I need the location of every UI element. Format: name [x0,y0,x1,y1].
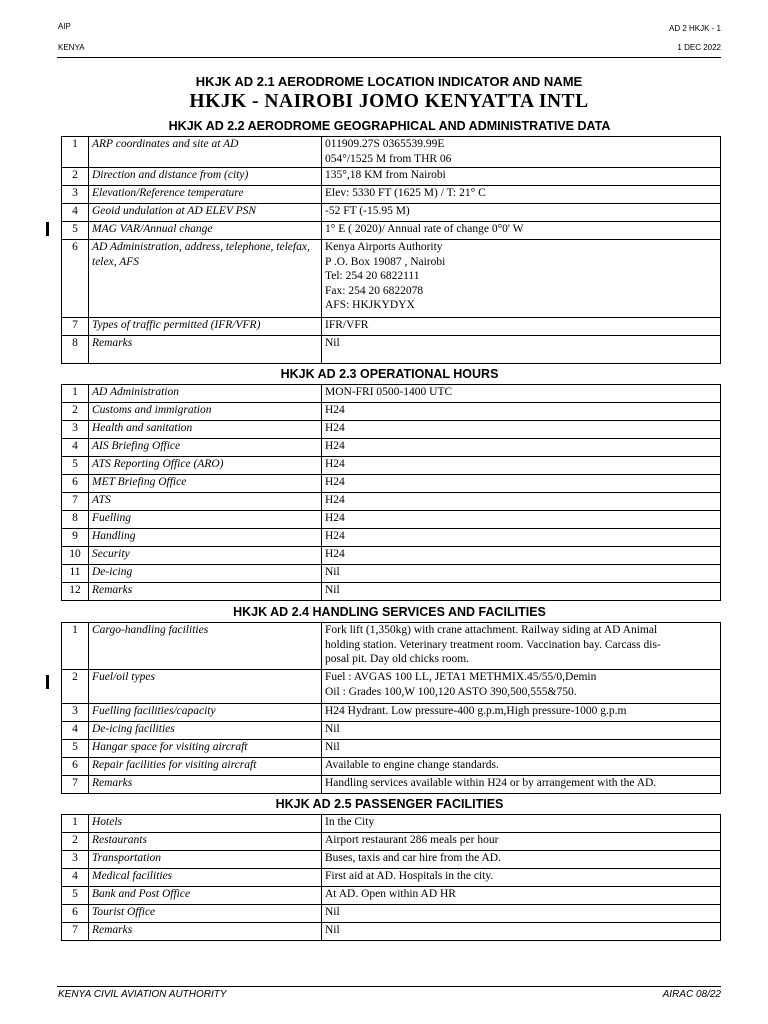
row-item: Hangar space for visiting aircraft [89,740,322,758]
table-row [62,222,721,240]
value-line: At AD. Open within AD HR [325,888,456,900]
section-heading-ad-2-4: HKJK AD 2.4 HANDLING SERVICES AND FACILITIES [233,605,546,619]
table-row [62,318,721,336]
table-row [62,704,721,722]
row-number: 1 [62,623,89,670]
value-line: H24 [325,476,345,488]
row-item: ATS [89,493,322,511]
row-number: 3 [62,851,89,869]
row-item: MAG VAR/Annual change [89,222,322,240]
value-line: holding station. Veterinary treatment room. Vaccination bay. Carcass dis- [325,638,661,651]
row-number: 8 [62,511,89,529]
row-number: 2 [62,168,89,186]
row-value [322,905,721,923]
value-line: Airport restaurant 286 meals per hour [325,834,499,846]
row-item: Transportation [89,851,322,869]
table-row [62,240,721,318]
row-item: Direction and distance from (city) [89,168,322,186]
row-number: 3 [62,704,89,722]
row-item: Customs and immigration [89,403,322,421]
change-bar [46,222,49,236]
row-item: De-icing [89,565,322,583]
row-value [322,421,721,439]
value-line: Nil [325,906,340,918]
value-line: Fax: 254 20 6822078 [325,284,424,297]
row-number: 3 [62,186,89,204]
aerodrome-name: HKJK - NAIROBI JOMO KENYATTA INTL [189,91,589,112]
row-number: 4 [62,204,89,222]
value-line: Handling services available within H24 or by arrangement with the AD. [325,777,657,789]
table-row [62,565,721,583]
row-number: 7 [62,493,89,511]
row-value [322,670,721,704]
value-line: Fork lift (1,350kg) with crane attachment. Railway siding at AD Animal [325,624,658,636]
row-number: 11 [62,565,89,583]
value-line: H24 [325,494,345,506]
row-value [322,740,721,758]
table-row [62,204,721,222]
row-item: AD Administration, address, telephone, telefax, telex, AFS [89,240,322,318]
value-line: Tel: 254 20 6822111 [325,270,420,282]
value-line: 1° E ( 2020)/ Annual rate of change 0°0' W [325,223,524,235]
row-value [322,336,721,364]
row-value [322,923,721,941]
table-row [62,493,721,511]
value-line: IFR/VFR [325,319,369,331]
row-number: 10 [62,547,89,565]
row-value [322,385,721,403]
header-date: 1 DEC 2022 [677,43,721,52]
table-row [62,758,721,776]
value-line: Nil [325,924,340,936]
row-value [322,457,721,475]
row-item: Types of traffic permitted (IFR/VFR) [89,318,322,336]
value-line: Available to engine change standards. [325,759,499,771]
row-number: 5 [62,740,89,758]
row-value [322,439,721,457]
row-number: 7 [62,776,89,794]
value-line: Buses, taxis and car hire from the AD. [325,852,501,864]
table-row [62,529,721,547]
value-line: H24 [325,458,345,470]
value-line: -52 FT (-15.95 M) [325,205,410,217]
header-aip: AIP [58,22,71,31]
table-row [62,583,721,601]
row-value [322,583,721,601]
table-row [62,740,721,758]
row-value [322,240,721,318]
row-item: Fuel/oil types [89,670,322,704]
row-number: 5 [62,457,89,475]
row-number: 5 [62,887,89,905]
value-line: Elev: 5330 FT (1625 M) / T: 21° C [325,187,486,199]
row-item: Fuelling facilities/capacity [89,704,322,722]
row-number: 7 [62,923,89,941]
row-value [322,869,721,887]
row-item: De-icing facilities [89,722,322,740]
header-page-ref: AD 2 HKJK - 1 [668,24,721,33]
value-line: Kenya Airports Authority [325,241,443,253]
row-item: ARP coordinates and site at AD [89,137,322,168]
section-heading-ad-2-3: HKJK AD 2.3 OPERATIONAL HOURS [280,367,499,381]
table-row [62,186,721,204]
row-value [322,403,721,421]
row-number: 1 [62,815,89,833]
value-line: posal pit. Day old chicks room. [325,653,470,665]
row-item: MET Briefing Office [89,475,322,493]
row-number: 7 [62,318,89,336]
table-row [62,385,721,403]
row-value [322,547,721,565]
row-item: Hotels [89,815,322,833]
row-number: 5 [62,222,89,240]
value-line: AFS: HKJKYDYX [325,299,415,311]
row-value [322,776,721,794]
row-item: Geoid undulation at AD ELEV PSN [89,204,322,222]
value-line: Fuel : AVGAS 100 LL, JETA1 METHMIX.45/55/0,Demin [325,671,597,683]
value-line: First aid at AD. Hospitals in the city. [325,870,494,882]
row-value [322,758,721,776]
row-item: Remarks [89,776,322,794]
change-bar [46,675,49,689]
table-row [62,905,721,923]
row-value [322,704,721,722]
row-item: AIS Briefing Office [89,439,322,457]
table-row [62,851,721,869]
row-number: 3 [62,421,89,439]
row-item: Remarks [89,923,322,941]
row-number: 8 [62,336,89,364]
row-item: Remarks [89,336,322,364]
row-item: Security [89,547,322,565]
value-line: Oil : Grades 100,W 100,120 ASTO 390,500,555&750. [325,685,577,698]
table-row [62,475,721,493]
table-row [62,336,721,364]
row-number: 1 [62,385,89,403]
row-value [322,851,721,869]
row-item: Medical facilities [89,869,322,887]
row-number: 4 [62,439,89,457]
row-number: 12 [62,583,89,601]
value-line: H24 [325,530,345,542]
table-row [62,457,721,475]
value-line: H24 [325,440,345,452]
row-value [322,318,721,336]
value-line: H24 [325,512,345,524]
header-rule [57,57,721,58]
row-value [322,565,721,583]
row-value [322,168,721,186]
footer-airac: AIRAC 08/22 [662,989,721,1000]
row-item: Elevation/Reference temperature [89,186,322,204]
row-number: 6 [62,475,89,493]
handling-services-table [61,622,721,794]
row-value [322,204,721,222]
table-row [62,439,721,457]
row-value [322,511,721,529]
row-item: ATS Reporting Office (ARO) [89,457,322,475]
row-number: 1 [62,137,89,168]
value-line: MON-FRI 0500-1400 UTC [325,386,453,398]
row-value [322,815,721,833]
row-number: 6 [62,905,89,923]
row-number: 6 [62,758,89,776]
row-item: Fuelling [89,511,322,529]
row-number: 2 [62,833,89,851]
row-item: AD Administration [89,385,322,403]
row-value [322,623,721,670]
value-line: Nil [325,584,340,596]
table-row [62,815,721,833]
value-line: Nil [325,337,340,349]
row-number: 2 [62,403,89,421]
row-value [322,186,721,204]
table-row [62,776,721,794]
table-row [62,511,721,529]
value-line: In the City [325,816,375,828]
row-value [322,833,721,851]
row-number: 4 [62,869,89,887]
row-item: Restaurants [89,833,322,851]
row-item: Handling [89,529,322,547]
table-row [62,670,721,704]
table-row [62,403,721,421]
section-heading-ad-2-2: HKJK AD 2.2 AERODROME GEOGRAPHICAL AND ADMINISTRATIVE DATA [168,119,611,133]
row-item: Repair facilities for visiting aircraft [89,758,322,776]
row-value [322,493,721,511]
row-value [322,887,721,905]
table-row [62,421,721,439]
row-number: 6 [62,240,89,318]
table-row [62,623,721,670]
header-country: KENYA [58,43,85,52]
row-item: Cargo-handling facilities [89,623,322,670]
value-line: 135°,18 KM from Nairobi [325,169,446,181]
row-value [322,222,721,240]
value-line: Nil [325,741,340,753]
row-number: 9 [62,529,89,547]
table-row [62,887,721,905]
value-line: H24 Hydrant. Low pressure-400 g.p.m,High pressure-1000 g.p.m [325,705,627,717]
value-line: 011909.27S 0365539.99E [325,138,445,150]
row-value [322,475,721,493]
footer-authority: KENYA CIVIL AVIATION AUTHORITY [58,989,227,1000]
row-value [322,529,721,547]
table-row [62,833,721,851]
geo-admin-table [61,136,721,364]
row-value [322,137,721,168]
section-heading-ad-2-5: HKJK AD 2.5 PASSENGER FACILITIES [275,797,504,811]
section-title-ad-2-1: HKJK AD 2.1 AERODROME LOCATION INDICATOR AND NAME [195,74,583,89]
row-value [322,722,721,740]
value-line: P .O. Box 19087 , Nairobi [325,255,446,268]
value-line: H24 [325,422,345,434]
row-item: Bank and Post Office [89,887,322,905]
passenger-facilities-table [61,814,721,941]
value-line: H24 [325,404,345,416]
value-line: H24 [325,548,345,560]
row-item: Health and sanitation [89,421,322,439]
row-number: 4 [62,722,89,740]
operational-hours-table [61,384,721,601]
row-item: Tourist Office [89,905,322,923]
table-row [62,923,721,941]
row-number: 2 [62,670,89,704]
value-line: 054°/1525 M from THR 06 [325,152,452,165]
table-row [62,722,721,740]
table-row [62,168,721,186]
footer-rule [57,986,721,987]
table-row [62,869,721,887]
value-line: Nil [325,723,340,735]
table-row [62,137,721,168]
row-item: Remarks [89,583,322,601]
table-row [62,547,721,565]
value-line: Nil [325,566,340,578]
